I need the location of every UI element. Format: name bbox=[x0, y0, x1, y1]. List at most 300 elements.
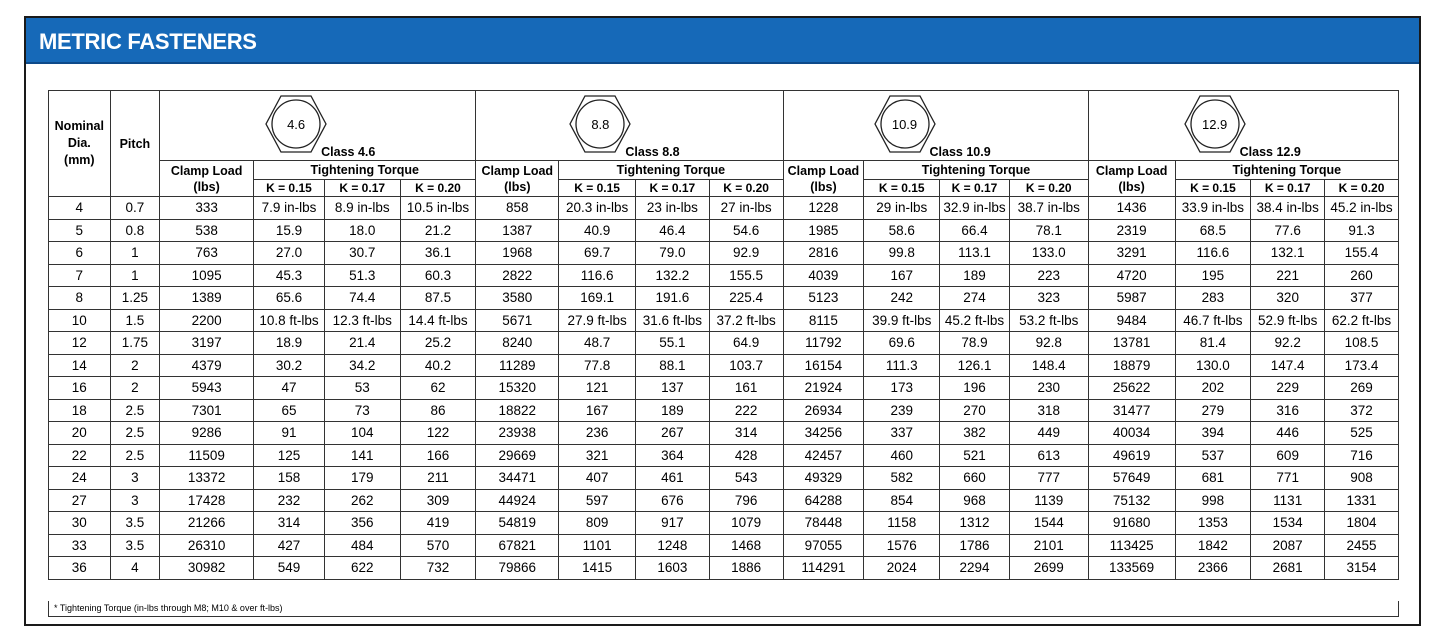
class-12-9-header bbox=[1088, 91, 1398, 161]
value-cell: 314 bbox=[254, 512, 325, 535]
clamp-load-unit: (lbs) bbox=[193, 179, 220, 194]
pitch-cell: 3.5 bbox=[110, 534, 160, 557]
grade-badge-label: 4.6 bbox=[287, 117, 306, 132]
value-cell: 236 bbox=[559, 422, 636, 445]
clamp-load-label: Clamp Load bbox=[481, 163, 554, 178]
value-cell: 92.8 bbox=[1009, 332, 1088, 355]
value-cell: 12.3 ft-lbs bbox=[324, 309, 400, 332]
value-cell: 53 bbox=[324, 377, 400, 400]
value-cell: 232 bbox=[254, 489, 325, 512]
value-cell: 1095 bbox=[160, 264, 254, 287]
value-cell: 1131 bbox=[1251, 489, 1325, 512]
value-cell: 137 bbox=[636, 377, 710, 400]
pitch-cell: 2 bbox=[110, 354, 160, 377]
value-cell: 51.3 bbox=[324, 264, 400, 287]
value-cell: 75132 bbox=[1088, 489, 1175, 512]
value-cell: 446 bbox=[1251, 422, 1325, 445]
value-cell: 2319 bbox=[1088, 219, 1175, 242]
value-cell: 195 bbox=[1175, 264, 1251, 287]
value-cell: 45.3 bbox=[254, 264, 325, 287]
value-cell: 8115 bbox=[783, 309, 864, 332]
table-row bbox=[49, 377, 1399, 400]
clamp-load-label: Clamp Load bbox=[1095, 163, 1168, 178]
k-factor-header: K = 0.15 bbox=[864, 180, 940, 197]
nominal-dia-cell: 14 bbox=[49, 354, 111, 377]
value-cell: 46.7 ft-lbs bbox=[1175, 309, 1251, 332]
value-cell: 3154 bbox=[1325, 557, 1399, 580]
value-cell: 225.4 bbox=[709, 287, 783, 310]
nominal-dia-cell: 12 bbox=[49, 332, 111, 355]
value-cell: 40034 bbox=[1088, 422, 1175, 445]
class-name-label: Class 8.8 bbox=[625, 145, 680, 159]
value-cell: 8.9 in-lbs bbox=[324, 197, 400, 220]
value-cell: 337 bbox=[864, 422, 940, 445]
pitch-cell: 3 bbox=[110, 467, 160, 490]
value-cell: 5943 bbox=[160, 377, 254, 400]
value-cell: 211 bbox=[400, 467, 476, 490]
value-cell: 279 bbox=[1175, 399, 1251, 422]
value-cell: 196 bbox=[940, 377, 1010, 400]
value-cell: 449 bbox=[1009, 422, 1088, 445]
class-name-label: Class 10.9 bbox=[929, 145, 991, 159]
value-cell: 17428 bbox=[160, 489, 254, 512]
value-cell: 283 bbox=[1175, 287, 1251, 310]
clamp-load-header bbox=[783, 161, 864, 197]
value-cell: 113.1 bbox=[940, 242, 1010, 265]
value-cell: 91 bbox=[254, 422, 325, 445]
value-cell: 10.5 in-lbs bbox=[400, 197, 476, 220]
value-cell: 1468 bbox=[709, 534, 783, 557]
value-cell: 1101 bbox=[559, 534, 636, 557]
value-cell: 1968 bbox=[476, 242, 559, 265]
value-cell: 1804 bbox=[1325, 512, 1399, 535]
nominal-dia-cell: 16 bbox=[49, 377, 111, 400]
table-row bbox=[49, 287, 1399, 310]
value-cell: 191.6 bbox=[636, 287, 710, 310]
value-cell: 148.4 bbox=[1009, 354, 1088, 377]
value-cell: 65 bbox=[254, 399, 325, 422]
value-cell: 269 bbox=[1325, 377, 1399, 400]
value-cell: 108.5 bbox=[1325, 332, 1399, 355]
value-cell: 78.9 bbox=[940, 332, 1010, 355]
value-cell: 2699 bbox=[1009, 557, 1088, 580]
table-row bbox=[49, 309, 1399, 332]
value-cell: 132.1 bbox=[1251, 242, 1325, 265]
value-cell: 1436 bbox=[1088, 197, 1175, 220]
value-cell: 4039 bbox=[783, 264, 864, 287]
value-cell: 114291 bbox=[783, 557, 864, 580]
value-cell: 78448 bbox=[783, 512, 864, 535]
value-cell: 29669 bbox=[476, 444, 559, 467]
value-cell: 30.7 bbox=[324, 242, 400, 265]
table-row bbox=[49, 557, 1399, 580]
table-row bbox=[49, 422, 1399, 445]
value-cell: 763 bbox=[160, 242, 254, 265]
k-factor-header: K = 0.17 bbox=[324, 180, 400, 197]
table-row bbox=[49, 512, 1399, 535]
value-cell: 15320 bbox=[476, 377, 559, 400]
value-cell: 26934 bbox=[783, 399, 864, 422]
value-cell: 10.8 ft-lbs bbox=[254, 309, 325, 332]
value-cell: 23938 bbox=[476, 422, 559, 445]
k-factor-header: K = 0.17 bbox=[636, 180, 710, 197]
class-name-label: Class 4.6 bbox=[321, 145, 376, 159]
k-factor-header: K = 0.15 bbox=[254, 180, 325, 197]
value-cell: 11509 bbox=[160, 444, 254, 467]
value-cell: 382 bbox=[940, 422, 1010, 445]
value-cell: 30.2 bbox=[254, 354, 325, 377]
clamp-load-header bbox=[160, 161, 254, 197]
value-cell: 169.1 bbox=[559, 287, 636, 310]
value-cell: 407 bbox=[559, 467, 636, 490]
title-banner bbox=[26, 18, 1419, 64]
k-factor-header: K = 0.15 bbox=[559, 180, 636, 197]
clamp-load-unit: (lbs) bbox=[504, 179, 531, 194]
value-cell: 1886 bbox=[709, 557, 783, 580]
class-name-label: Class 12.9 bbox=[1239, 145, 1301, 159]
value-cell: 48.7 bbox=[559, 332, 636, 355]
nominal-dia-cell: 7 bbox=[49, 264, 111, 287]
pitch-cell: 0.7 bbox=[110, 197, 160, 220]
value-cell: 484 bbox=[324, 534, 400, 557]
value-cell: 1139 bbox=[1009, 489, 1088, 512]
k-factor-header: K = 0.20 bbox=[400, 180, 476, 197]
value-cell: 91.3 bbox=[1325, 219, 1399, 242]
value-cell: 62.2 ft-lbs bbox=[1325, 309, 1399, 332]
value-cell: 68.5 bbox=[1175, 219, 1251, 242]
value-cell: 570 bbox=[400, 534, 476, 557]
value-cell: 189 bbox=[636, 399, 710, 422]
nominal-dia-cell: 22 bbox=[49, 444, 111, 467]
pitch-cell: 1 bbox=[110, 264, 160, 287]
value-cell: 18.9 bbox=[254, 332, 325, 355]
value-cell: 858 bbox=[476, 197, 559, 220]
class-10-9-header bbox=[783, 91, 1088, 161]
k-factor-header: K = 0.17 bbox=[1251, 180, 1325, 197]
value-cell: 223 bbox=[1009, 264, 1088, 287]
nominal-dia-cell: 20 bbox=[49, 422, 111, 445]
value-cell: 5671 bbox=[476, 309, 559, 332]
value-cell: 21924 bbox=[783, 377, 864, 400]
value-cell: 60.3 bbox=[400, 264, 476, 287]
value-cell: 7301 bbox=[160, 399, 254, 422]
table-row bbox=[49, 219, 1399, 242]
value-cell: 179 bbox=[324, 467, 400, 490]
value-cell: 166 bbox=[400, 444, 476, 467]
value-cell: 3291 bbox=[1088, 242, 1175, 265]
value-cell: 538 bbox=[160, 219, 254, 242]
k-factor-header: K = 0.17 bbox=[940, 180, 1010, 197]
value-cell: 66.4 bbox=[940, 219, 1010, 242]
value-cell: 1387 bbox=[476, 219, 559, 242]
k-factor-header: K = 0.20 bbox=[1009, 180, 1088, 197]
value-cell: 79.0 bbox=[636, 242, 710, 265]
table-row bbox=[49, 197, 1399, 220]
value-cell: 796 bbox=[709, 489, 783, 512]
value-cell: 1158 bbox=[864, 512, 940, 535]
value-cell: 270 bbox=[940, 399, 1010, 422]
value-cell: 13372 bbox=[160, 467, 254, 490]
value-cell: 309 bbox=[400, 489, 476, 512]
value-cell: 9484 bbox=[1088, 309, 1175, 332]
value-cell: 2455 bbox=[1325, 534, 1399, 557]
value-cell: 242 bbox=[864, 287, 940, 310]
value-cell: 1576 bbox=[864, 534, 940, 557]
value-cell: 167 bbox=[559, 399, 636, 422]
value-cell: 1331 bbox=[1325, 489, 1399, 512]
value-cell: 1786 bbox=[940, 534, 1010, 557]
clamp-load-header bbox=[1088, 161, 1175, 197]
value-cell: 32.9 in-lbs bbox=[940, 197, 1010, 220]
value-cell: 62 bbox=[400, 377, 476, 400]
value-cell: 716 bbox=[1325, 444, 1399, 467]
value-cell: 126.1 bbox=[940, 354, 1010, 377]
value-cell: 543 bbox=[709, 467, 783, 490]
value-cell: 2816 bbox=[783, 242, 864, 265]
value-cell: 122 bbox=[400, 422, 476, 445]
value-cell: 27.9 ft-lbs bbox=[559, 309, 636, 332]
value-cell: 5123 bbox=[783, 287, 864, 310]
class-8-8-header bbox=[476, 91, 783, 161]
value-cell: 221 bbox=[1251, 264, 1325, 287]
value-cell: 202 bbox=[1175, 377, 1251, 400]
value-cell: 2366 bbox=[1175, 557, 1251, 580]
value-cell: 7.9 in-lbs bbox=[254, 197, 325, 220]
value-cell: 92.2 bbox=[1251, 332, 1325, 355]
value-cell: 27.0 bbox=[254, 242, 325, 265]
value-cell: 262 bbox=[324, 489, 400, 512]
value-cell: 86 bbox=[400, 399, 476, 422]
value-cell: 676 bbox=[636, 489, 710, 512]
value-cell: 133569 bbox=[1088, 557, 1175, 580]
value-cell: 25622 bbox=[1088, 377, 1175, 400]
nominal-dia-cell: 24 bbox=[49, 467, 111, 490]
value-cell: 57649 bbox=[1088, 467, 1175, 490]
nominal-dia-cell: 36 bbox=[49, 557, 111, 580]
value-cell: 65.6 bbox=[254, 287, 325, 310]
nominal-dia-cell: 27 bbox=[49, 489, 111, 512]
tightening-torque-header: Tightening Torque bbox=[254, 161, 476, 180]
value-cell: 99.8 bbox=[864, 242, 940, 265]
value-cell: 16154 bbox=[783, 354, 864, 377]
nominal-dia-cell: 8 bbox=[49, 287, 111, 310]
clamp-load-label: Clamp Load bbox=[787, 163, 860, 178]
value-cell: 77.8 bbox=[559, 354, 636, 377]
value-cell: 116.6 bbox=[559, 264, 636, 287]
value-cell: 2681 bbox=[1251, 557, 1325, 580]
value-cell: 18.0 bbox=[324, 219, 400, 242]
value-cell: 141 bbox=[324, 444, 400, 467]
k-factor-header: K = 0.20 bbox=[709, 180, 783, 197]
value-cell: 2024 bbox=[864, 557, 940, 580]
value-cell: 854 bbox=[864, 489, 940, 512]
value-cell: 38.4 in-lbs bbox=[1251, 197, 1325, 220]
value-cell: 116.6 bbox=[1175, 242, 1251, 265]
value-cell: 121 bbox=[559, 377, 636, 400]
value-cell: 2822 bbox=[476, 264, 559, 287]
pitch-cell: 2 bbox=[110, 377, 160, 400]
grade-badge-label: 12.9 bbox=[1201, 117, 1228, 132]
value-cell: 2294 bbox=[940, 557, 1010, 580]
value-cell: 394 bbox=[1175, 422, 1251, 445]
value-cell: 87.5 bbox=[400, 287, 476, 310]
clamp-load-header bbox=[476, 161, 559, 197]
pitch-cell: 1.25 bbox=[110, 287, 160, 310]
value-cell: 158 bbox=[254, 467, 325, 490]
value-cell: 167 bbox=[864, 264, 940, 287]
nominal-dia-cell: 4 bbox=[49, 197, 111, 220]
value-cell: 521 bbox=[940, 444, 1010, 467]
value-cell: 130.0 bbox=[1175, 354, 1251, 377]
value-cell: 113425 bbox=[1088, 534, 1175, 557]
value-cell: 33.9 in-lbs bbox=[1175, 197, 1251, 220]
value-cell: 92.9 bbox=[709, 242, 783, 265]
value-cell: 537 bbox=[1175, 444, 1251, 467]
value-cell: 428 bbox=[709, 444, 783, 467]
value-cell: 173 bbox=[864, 377, 940, 400]
value-cell: 1389 bbox=[160, 287, 254, 310]
value-cell: 97055 bbox=[783, 534, 864, 557]
value-cell: 77.6 bbox=[1251, 219, 1325, 242]
value-cell: 2200 bbox=[160, 309, 254, 332]
value-cell: 377 bbox=[1325, 287, 1399, 310]
value-cell: 79866 bbox=[476, 557, 559, 580]
k-factor-header: K = 0.20 bbox=[1325, 180, 1399, 197]
tightening-torque-header: Tightening Torque bbox=[864, 161, 1088, 180]
pitch-cell: 1 bbox=[110, 242, 160, 265]
value-cell: 31477 bbox=[1088, 399, 1175, 422]
value-cell: 55.1 bbox=[636, 332, 710, 355]
nominal-dia-cell: 6 bbox=[49, 242, 111, 265]
value-cell: 173.4 bbox=[1325, 354, 1399, 377]
value-cell: 622 bbox=[324, 557, 400, 580]
value-cell: 155.5 bbox=[709, 264, 783, 287]
value-cell: 239 bbox=[864, 399, 940, 422]
value-cell: 34256 bbox=[783, 422, 864, 445]
table-row bbox=[49, 242, 1399, 265]
nominal-dia-cell: 5 bbox=[49, 219, 111, 242]
value-cell: 597 bbox=[559, 489, 636, 512]
value-cell: 21.2 bbox=[400, 219, 476, 242]
value-cell: 29 in-lbs bbox=[864, 197, 940, 220]
value-cell: 25.2 bbox=[400, 332, 476, 355]
value-cell: 49619 bbox=[1088, 444, 1175, 467]
value-cell: 132.2 bbox=[636, 264, 710, 287]
value-cell: 2101 bbox=[1009, 534, 1088, 557]
value-cell: 549 bbox=[254, 557, 325, 580]
value-cell: 1544 bbox=[1009, 512, 1088, 535]
value-cell: 58.6 bbox=[864, 219, 940, 242]
value-cell: 274 bbox=[940, 287, 1010, 310]
value-cell: 11289 bbox=[476, 354, 559, 377]
value-cell: 13781 bbox=[1088, 332, 1175, 355]
value-cell: 23 in-lbs bbox=[636, 197, 710, 220]
value-cell: 21266 bbox=[160, 512, 254, 535]
value-cell: 42457 bbox=[783, 444, 864, 467]
pitch-cell: 1.5 bbox=[110, 309, 160, 332]
value-cell: 54.6 bbox=[709, 219, 783, 242]
value-cell: 3580 bbox=[476, 287, 559, 310]
value-cell: 40.2 bbox=[400, 354, 476, 377]
class-4-6-header bbox=[160, 91, 476, 161]
pitch-cell: 2.5 bbox=[110, 444, 160, 467]
value-cell: 1603 bbox=[636, 557, 710, 580]
value-cell: 1228 bbox=[783, 197, 864, 220]
value-cell: 732 bbox=[400, 557, 476, 580]
pitch-header: Pitch bbox=[110, 91, 160, 197]
pitch-cell: 0.8 bbox=[110, 219, 160, 242]
table-row bbox=[49, 489, 1399, 512]
pitch-cell: 3 bbox=[110, 489, 160, 512]
value-cell: 314 bbox=[709, 422, 783, 445]
value-cell: 4379 bbox=[160, 354, 254, 377]
fastener-chart-frame bbox=[24, 16, 1421, 626]
value-cell: 88.1 bbox=[636, 354, 710, 377]
value-cell: 1415 bbox=[559, 557, 636, 580]
value-cell: 47 bbox=[254, 377, 325, 400]
table-row bbox=[49, 467, 1399, 490]
value-cell: 21.4 bbox=[324, 332, 400, 355]
value-cell: 73 bbox=[324, 399, 400, 422]
value-cell: 78.1 bbox=[1009, 219, 1088, 242]
table-row bbox=[49, 332, 1399, 355]
table-row bbox=[49, 399, 1399, 422]
value-cell: 323 bbox=[1009, 287, 1088, 310]
k-factor-header: K = 0.15 bbox=[1175, 180, 1251, 197]
value-cell: 1534 bbox=[1251, 512, 1325, 535]
pitch-cell: 2.5 bbox=[110, 422, 160, 445]
value-cell: 103.7 bbox=[709, 354, 783, 377]
value-cell: 427 bbox=[254, 534, 325, 557]
value-cell: 1248 bbox=[636, 534, 710, 557]
value-cell: 260 bbox=[1325, 264, 1399, 287]
value-cell: 11792 bbox=[783, 332, 864, 355]
value-cell: 69.7 bbox=[559, 242, 636, 265]
value-cell: 64288 bbox=[783, 489, 864, 512]
value-cell: 4720 bbox=[1088, 264, 1175, 287]
value-cell: 15.9 bbox=[254, 219, 325, 242]
value-cell: 27 in-lbs bbox=[709, 197, 783, 220]
value-cell: 613 bbox=[1009, 444, 1088, 467]
page-title: METRIC FASTENERS bbox=[39, 29, 257, 54]
tightening-torque-header: Tightening Torque bbox=[1175, 161, 1398, 180]
tightening-torque-header: Tightening Torque bbox=[559, 161, 783, 180]
value-cell: 46.4 bbox=[636, 219, 710, 242]
value-cell: 49329 bbox=[783, 467, 864, 490]
value-cell: 8240 bbox=[476, 332, 559, 355]
value-cell: 74.4 bbox=[324, 287, 400, 310]
clamp-load-unit: (lbs) bbox=[810, 179, 837, 194]
grade-badge-label: 8.8 bbox=[591, 117, 610, 132]
value-cell: 34.2 bbox=[324, 354, 400, 377]
value-cell: 31.6 ft-lbs bbox=[636, 309, 710, 332]
value-cell: 1079 bbox=[709, 512, 783, 535]
value-cell: 104 bbox=[324, 422, 400, 445]
value-cell: 9286 bbox=[160, 422, 254, 445]
value-cell: 91680 bbox=[1088, 512, 1175, 535]
table-row bbox=[49, 444, 1399, 467]
table-row bbox=[49, 264, 1399, 287]
value-cell: 222 bbox=[709, 399, 783, 422]
value-cell: 81.4 bbox=[1175, 332, 1251, 355]
value-cell: 998 bbox=[1175, 489, 1251, 512]
value-cell: 40.9 bbox=[559, 219, 636, 242]
nominal-dia-header: Nominal Dia. (mm) bbox=[49, 91, 111, 197]
value-cell: 39.9 ft-lbs bbox=[864, 309, 940, 332]
pitch-cell: 2.5 bbox=[110, 399, 160, 422]
value-cell: 777 bbox=[1009, 467, 1088, 490]
value-cell: 372 bbox=[1325, 399, 1399, 422]
